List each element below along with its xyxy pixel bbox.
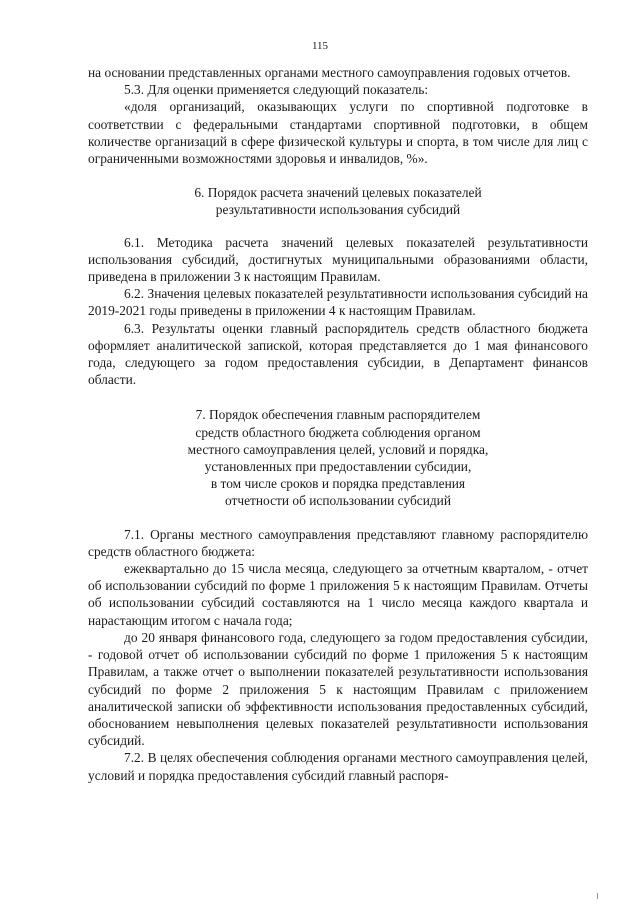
section-6-heading-line: результативности использования субсидий bbox=[215, 202, 461, 218]
section-7-heading-line: 7. Порядок обеспечения главным распорядителем bbox=[195, 407, 481, 423]
paragraph-5-3: 5.3. Для оценки применяется следующий показатель: bbox=[124, 82, 429, 98]
paragraph-indicator-quote: «доля организаций, оказывающих услуги по спортивной подготовке в соответствии с федеральными стандартами спортивной подготовки, в общем количестве организаций в сфере физической культуры и спорта, в том числе для лиц с ограниченными возможностями здоровья и инвалидов, %». bbox=[88, 99, 588, 167]
scan-mark bbox=[597, 893, 598, 899]
paragraph-6-3: 6.3. Результаты оценки главный распорядитель средств областного бюджета оформляет аналитической запиской, которая представляется до 1 мая финансового года, следующего за годом предоставления субсидии, в Департамент финансов области. bbox=[88, 320, 588, 388]
paragraph-continuation: на основании представленных органами местного самоуправления годовых отчетов. bbox=[88, 65, 571, 80]
paragraph-6-2: 6.2. Значения целевых показателей результативности использования субсидий на 2019-2021 годы приведены в приложении 4 к настоящим Правилам. bbox=[88, 286, 588, 319]
section-6-heading bbox=[88, 184, 588, 218]
section-6-heading-line: 6. Порядок расчета значений целевых показателей bbox=[194, 185, 482, 201]
section-7-heading bbox=[88, 406, 588, 509]
section-7-heading-line: средств областного бюджета соблюдения органом bbox=[195, 424, 481, 440]
section-7-heading-line: установленных при предоставлении субсидии, bbox=[204, 459, 472, 475]
section-7-heading-line: местного самоуправления целей, условий и порядка, bbox=[187, 441, 489, 457]
section-7-heading-line: в том числе сроков и порядка представления bbox=[210, 476, 466, 492]
paragraph-7-1: 7.1. Органы местного самоуправления представляют главному распорядителю средств областного бюджета: bbox=[88, 526, 588, 559]
page-number: 115 bbox=[311, 40, 329, 52]
paragraph-7-2: 7.2. В целях обеспечения соблюдения органами местного самоуправления целей, условий и порядка предоставления субсидий главный распоря- bbox=[88, 750, 588, 783]
document-body bbox=[88, 64, 588, 784]
paragraph-6-1: 6.1. Методика расчета значений целевых показателей результативности использования субсидий, достигнутых муниципальными образованиями области, приведена в приложении 3 к настоящим Правилам. bbox=[88, 234, 588, 285]
paragraph-quarterly-report: ежеквартально до 15 числа месяца, следующего за отчетным кварталом, - отчет об использовании субсидий по форме 1 приложения 5 к настоящим Правилам. Отчеты об использовании субсидий составляются на 1 число месяца каждого квартала и нарастающим итогом с начала года; bbox=[88, 561, 588, 628]
paragraph-annual-report: до 20 января финансового года, следующего за годом предоставления субсидии, - годовой отчет об использовании субсидий по форме 1 приложения 5 к настоящим Правилам, а также отчет о выполнении показателей результативности использования субсидий по форме 2 приложения 5 к настоящим Правилам с приложением аналитической записки об эффективности использования предоставленных субсидий, обоснованием невыполнения целевых показателей результативности использования субсидий. bbox=[88, 629, 588, 749]
section-7-heading-line: отчетности об использовании субсидий bbox=[224, 493, 452, 509]
